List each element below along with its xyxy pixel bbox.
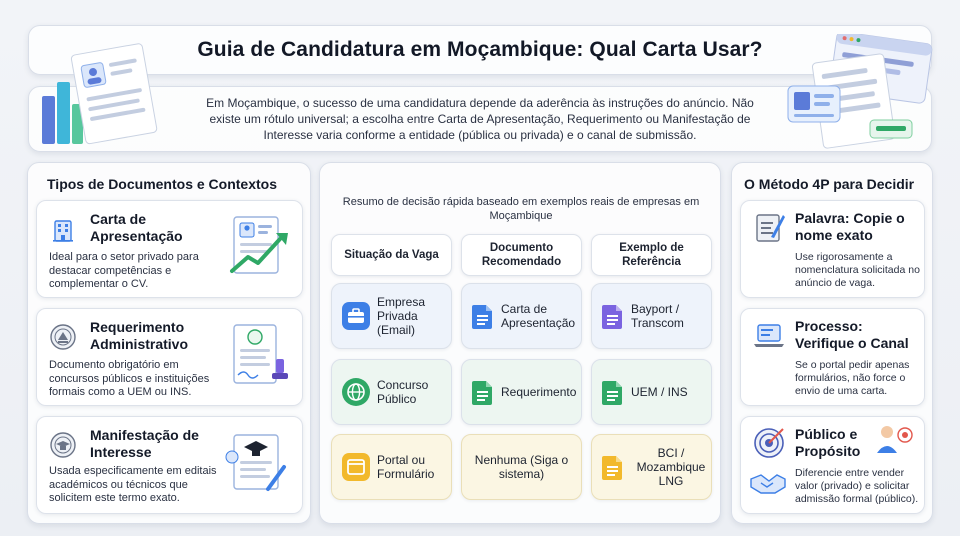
method-name: Público e Propósito [795, 426, 861, 459]
doc-desc: Documento obrigatório em concursos públicos e instituições formais como a UEM ou INS. [49, 359, 210, 398]
cell-text: Portal ou Formulário [377, 453, 435, 481]
browser-documents-illustration [784, 34, 934, 152]
method-desc: Use rigorosamente a nomenclatura solicitada no anúncio de vaga. [795, 251, 920, 289]
col-header-document: Documento Recomendado [461, 234, 582, 276]
cell-document-requerimento[interactable] [461, 359, 582, 425]
cell-text: BCI / Mozambique LNG [636, 446, 706, 488]
quill-document-icon [751, 209, 787, 245]
cell-situation-private[interactable] [331, 283, 452, 349]
cell-situation-portal[interactable] [331, 434, 452, 500]
doc-desc: Usada especificamente em editais académicos ou técnicos que solicitem este termo exato. [49, 465, 217, 504]
cell-example-uem[interactable] [591, 359, 712, 425]
col-header-example: Exemplo de Referência [591, 234, 712, 276]
method-4p-title: O Método 4P para Decidir [744, 176, 915, 192]
handshake-icon [749, 469, 787, 497]
document-types-panel [27, 162, 311, 524]
cell-example-bayport[interactable] [591, 283, 712, 349]
method-name: Processo: Verifique o Canal [795, 318, 909, 351]
green-document-icon [602, 379, 624, 405]
decision-summary-text: Resumo de decisão rápida baseado em exemplos reais de empresas em Moçambique [342, 196, 700, 222]
method-desc: Diferencie entre vender valor (privado) e solicitar admissão formal (público). [795, 467, 919, 505]
doc-card-manifestacao[interactable] [36, 416, 303, 514]
globe-icon [342, 378, 370, 406]
cell-text: Concurso Público [377, 378, 429, 406]
stamped-document-illustration [224, 319, 292, 391]
green-document-icon [472, 379, 494, 405]
method-card-publico[interactable] [740, 416, 925, 514]
target-icon [751, 425, 787, 461]
blue-document-icon [472, 303, 494, 329]
cell-text: Nenhuma (Siga o sistema) [474, 453, 569, 481]
method-card-palavra[interactable] [740, 200, 925, 298]
graduation-document-illustration [224, 427, 292, 499]
cell-text: Carta de Apresentação [501, 302, 576, 330]
page-title: Guia de Candidatura em Moçambique: Qual Carta Usar? [197, 38, 763, 61]
method-desc: Se o portal pedir apenas formulários, não force o envio de uma carta. [795, 359, 910, 397]
cell-situation-public[interactable] [331, 359, 452, 425]
academic-seal-icon [49, 431, 77, 459]
cell-document-carta[interactable] [461, 283, 582, 349]
browser-window-icon [342, 453, 370, 481]
cv-growth-illustration [224, 211, 292, 283]
doc-name: Carta de Apresentação [90, 211, 183, 244]
decision-summary-panel [319, 162, 721, 524]
document-chart-illustration [38, 38, 158, 150]
doc-desc: Ideal para o setor privado para destacar competências e complementar o CV. [49, 251, 199, 290]
cell-document-none[interactable] [461, 434, 582, 500]
building-icon [49, 215, 77, 243]
doc-card-requerimento[interactable] [36, 308, 303, 406]
intro-text: Em Moçambique, o sucesso de uma candidatura depende da aderência às instruções do anúncio. Não existe um rótulo universal; a escolha entre Carta de Apresentação, Requerimento ou Manifestação de Interesse varia conforme a entidade (pública ou privada) e o canal de submissão. [206, 96, 754, 142]
document-types-title: Tipos de Documentos e Contextos [47, 176, 277, 192]
laptop-icon [751, 317, 787, 353]
cell-text: Bayport / Transcom [631, 302, 684, 330]
purple-document-icon [602, 303, 624, 329]
briefcase-icon [342, 302, 370, 330]
method-card-processo[interactable] [740, 308, 925, 406]
government-seal-icon [49, 323, 77, 351]
yellow-document-icon [602, 454, 624, 480]
method-4p-panel [731, 162, 933, 524]
doc-name: Manifestação de Interesse [90, 427, 199, 460]
method-name: Palavra: Copie o nome exato [795, 210, 905, 243]
col-header-situation: Situação da Vaga [331, 234, 452, 276]
cell-example-bci[interactable] [591, 434, 712, 500]
cell-text: UEM / INS [631, 385, 688, 399]
doc-card-carta-apresentacao[interactable] [36, 200, 303, 298]
cell-text: Requerimento [501, 385, 577, 399]
cell-text: Empresa Privada (Email) [377, 295, 426, 337]
doc-name: Requerimento Administrativo [90, 319, 189, 352]
